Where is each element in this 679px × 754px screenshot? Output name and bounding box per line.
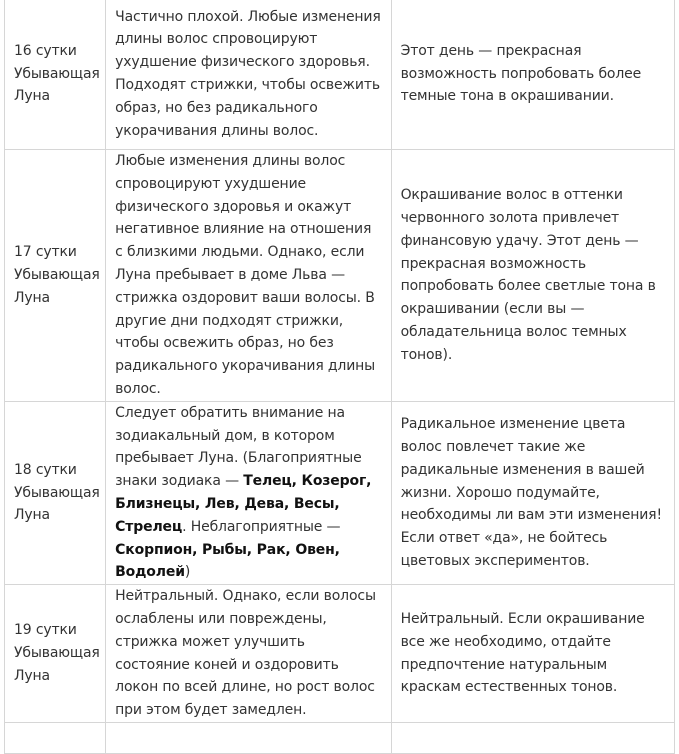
lunar-day-cell: [5, 0, 106, 150]
lunar-day-cell: [5, 150, 106, 402]
day-number: 19 сутки: [14, 622, 77, 639]
table-row: [5, 150, 675, 402]
coloring-cell: [391, 722, 674, 753]
lunar-day-cell: [5, 401, 106, 584]
moon-phase: Убывающая Луна: [14, 484, 100, 524]
haircut-cell: Частично плохой. Любые изменения длины волос спровоцируют ухудшение физического здоровья. Подходят стрижки, чтобы освежить образ, но без радикального укорачивания длины волос.: [106, 0, 391, 150]
haircut-end: ): [184, 564, 191, 581]
table-row: [5, 0, 675, 150]
haircut-cell: Любые изменения длины волос спровоцируют ухудшение физического здоровья и окажут негативное влияние на отношения с близкими людьми. Однако, если Луна пребывает в доме Льва — стрижка оздоровит ваши волосы. В другие дни подходят стрижки, чтобы освежить образ, но без радикального укорачивания длины волос.: [106, 150, 391, 402]
day-number: 16 сутки: [14, 42, 77, 59]
moon-phase: Убывающая Луна: [14, 65, 100, 105]
day-number: 17 сутки: [14, 244, 77, 261]
coloring-cell: Нейтральный. Если окрашивание все же необходимо, отдайте предпочтение натуральным краскам естественных тонов.: [391, 585, 674, 723]
coloring-cell: Радикальное изменение цвета волос повлечет такие же радикальные изменения в вашей жизни. Хорошо подумайте, необходимы ли вам эти изменения! Если ответ «да», не бойтесь цветовых экспериментов.: [391, 401, 674, 584]
haircut-cell: [106, 722, 391, 753]
moon-phase: Убывающая Луна: [14, 645, 100, 684]
table-row: [5, 585, 675, 723]
table-row: [5, 401, 675, 584]
haircut-intro: Следует обратить внимание на зодиакальный дом, в котором пребывает Луна. (Благоприятные знаки зодиака —: [115, 404, 362, 490]
lunar-day-cell: [5, 585, 106, 723]
haircut-cell: Нейтральный. Однако, если волосы ослаблены или повреждены, стрижка может улучшить состояние коней и оздоровить локон по всей длине, но рост волос при этом будет замедлен.: [106, 585, 391, 723]
coloring-cell: Этот день — прекрасная возможность попробовать более темные тона в окрашивании.: [391, 0, 674, 150]
day-number: 18 сутки: [14, 461, 77, 478]
coloring-cell: Окрашивание волос в оттенки червонного золота привлечет финансовую удачу. Этот день — прекрасная возможность попробовать более светлые тона в окрашивании (если вы — обладательница волос темных тонов).: [391, 150, 674, 402]
lunar-hair-calendar-table: [4, 0, 675, 754]
favorable-signs: Телец, Козерог, Близнецы, Лев, Дева, Весы, Стрелец: [115, 473, 372, 535]
lunar-day-cell: [5, 722, 106, 753]
moon-phase: Убывающая Луна: [14, 266, 100, 306]
haircut-cell: [106, 401, 391, 584]
table-row: [5, 722, 675, 753]
haircut-mid: . Неблагоприятные —: [182, 518, 341, 535]
unfavorable-signs: Скорпион, Рыбы, Рак, Овен, Водолей: [115, 541, 340, 581]
